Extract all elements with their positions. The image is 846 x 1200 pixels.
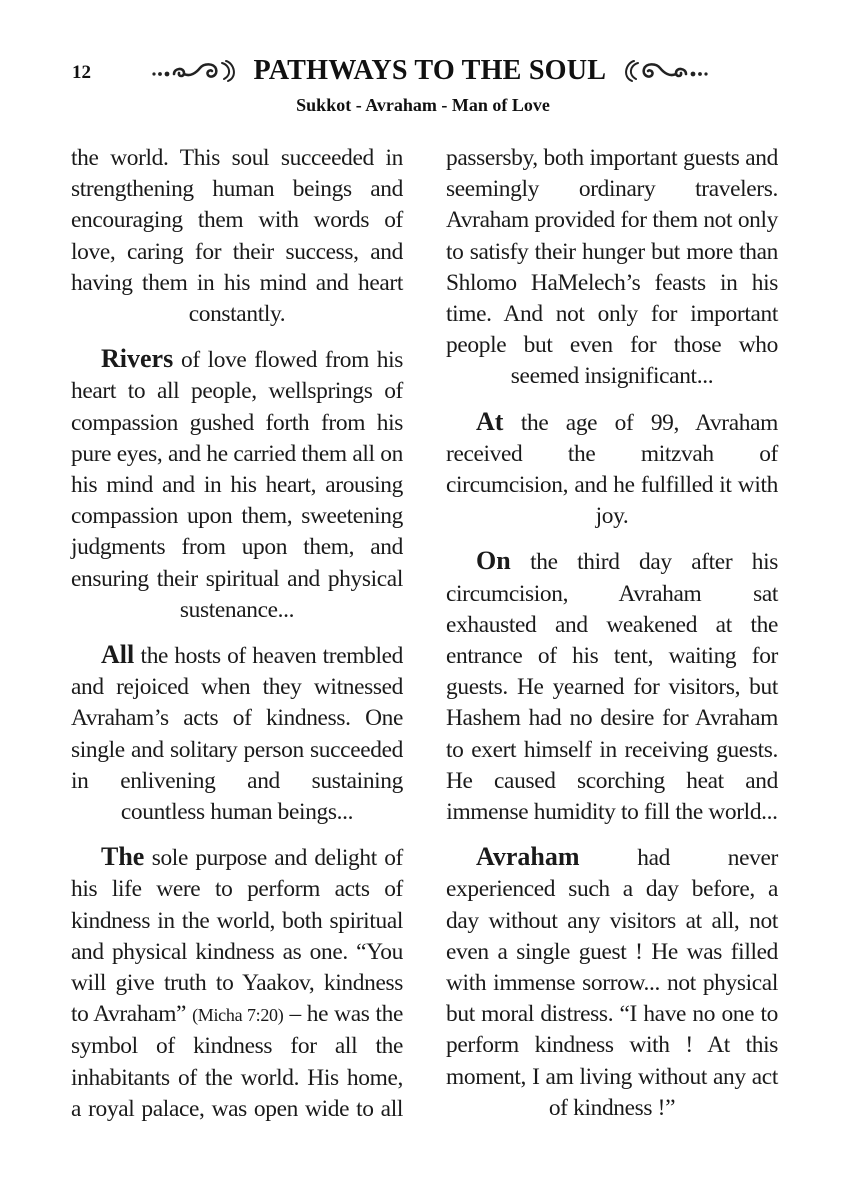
scripture-citation: (Micha 7:20) — [192, 1005, 284, 1026]
paragraph-lead-word: On — [476, 546, 511, 576]
chapter-subtitle-text: Sukkot - Avraham - Man of Love — [296, 95, 550, 115]
paragraph-lead-word: The — [101, 842, 145, 872]
page-number: 12 — [72, 62, 91, 83]
paragraph-text: – he was the symbol of kindness for all the inhabitants of the world. His home, a royal palace, was open wide to all — [71, 1001, 404, 1122]
paragraph-text: of love flowed from his heart to all people, wellsprings of compassion gushed forth from his pure eyes, and he carried them all on his mind and in his heart, arousing compassion upon them, sweetening judgments from upon them, and ensuring their spiritual and physical sustenance... — [71, 347, 403, 623]
paragraph-text: the third day after his circumcision, Avraham sat exhausted and weakened at the entrance of his tent, waiting for guests. He yearned for visitors, but Hashem had no desire for Avraham to exert himself in receiving guests. He caused scorching heat and immense humidity to fill the world... — [446, 549, 778, 826]
paragraph — [71, 343, 403, 626]
paragraph-lead-word: At — [476, 406, 504, 436]
paragraph — [446, 406, 778, 533]
paragraph — [446, 545, 778, 828]
paragraph-text: sole purpose and delight of his life were to perform acts of kindness in the world, both spiritual and physical kindness as one. “You will give truth to Yaakov, kindness to Avraham” — [71, 845, 403, 1028]
running-title: PATHWAYS TO THE SOUL — [253, 53, 607, 86]
paragraph — [446, 143, 778, 393]
paragraph-text: the age of 99, Avraham received the mitzvah of circumcision, and he fulfilled it with joy. — [446, 409, 778, 530]
paragraph-text: passersby, both important guests and seemingly ordinary travelers. Avraham provided for them not only to satisfy their hunger but more than Shlomo HaMelech’s feasts in his time. And not only for important people but even for those who seemed insignificant... — [446, 145, 778, 390]
paragraph-text: the hosts of heaven trembled and rejoiced when they witnessed Avraham’s acts of kindness. One single and solitary person succeeded in enlivening and sustaining countless human beings... — [71, 643, 403, 826]
left-flourish-icon — [148, 55, 246, 85]
left-text-column — [71, 143, 403, 1125]
paragraph — [446, 841, 778, 1124]
paragraph — [71, 639, 403, 828]
paragraph-lead-word: Avraham — [476, 842, 580, 872]
right-flourish-icon — [614, 55, 712, 85]
paragraph-lead-word: All — [101, 640, 135, 670]
chapter-subtitle — [0, 95, 846, 116]
paragraph-text: the world. This soul succeeded in strengthening human beings and encouraging them with words of love, caring for their success, and having them in his mind and heart constantly. — [71, 145, 403, 328]
paragraph-lead-word: Rivers — [101, 344, 174, 374]
right-text-column — [446, 143, 778, 1137]
running-title-row — [130, 50, 730, 90]
paragraph — [71, 143, 403, 330]
paragraph-text: had never experienced such a day before, a day without any visitors at all, not even a single guest ! He was filled with immense sorrow... not physical but moral distress. “I have no one to perform kindness with ! At this moment, I am living without any act of kindness !” — [446, 845, 778, 1121]
paragraph — [71, 841, 403, 1125]
